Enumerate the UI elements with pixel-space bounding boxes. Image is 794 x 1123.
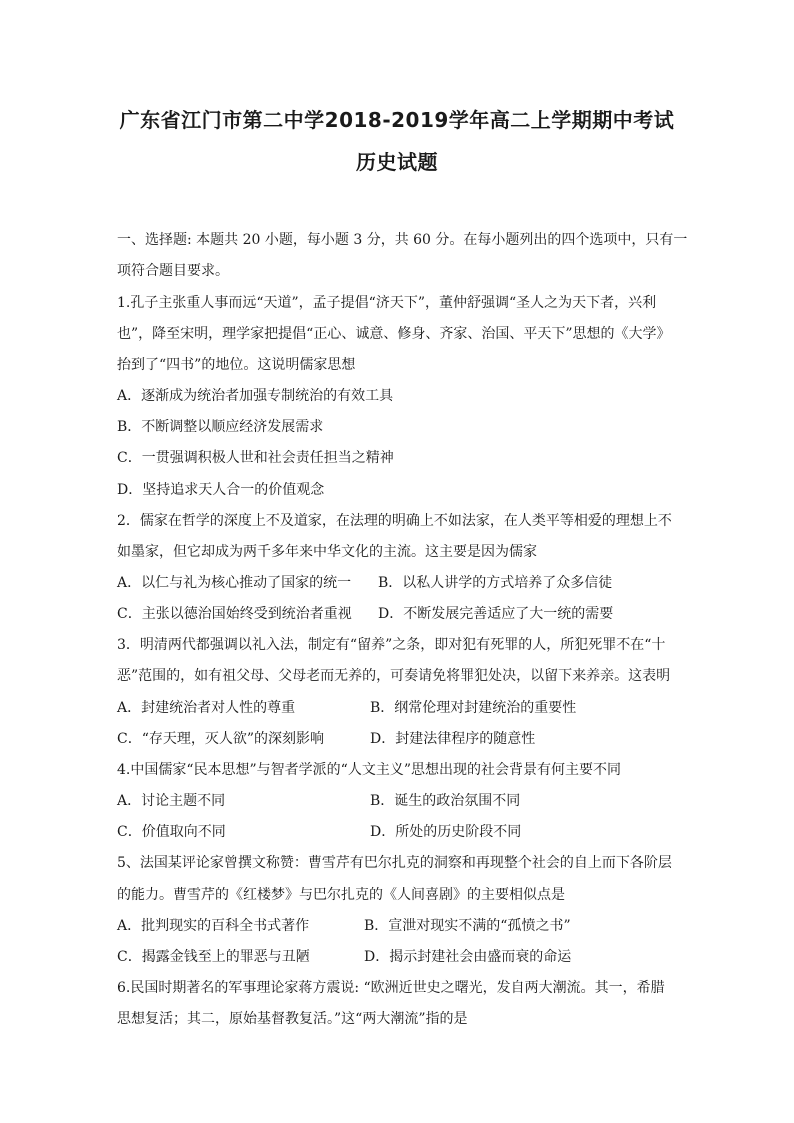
q4-option-c: C．价值取向不同 xyxy=(117,824,226,840)
q2-option-b: B．以私人讲学的方式培养了众多信徒 xyxy=(378,575,613,591)
q5-option-a: A．批判现实的百科全书式著作 xyxy=(117,918,310,934)
q6-stem-line-1: 6.民国时期著名的军事理论家蒋方震说: “欧洲近世史之曙光，发自两大潮流。其一，希腊 xyxy=(117,980,665,996)
q3-option-c: C．“存天理，灭人欲”的深刻影响 xyxy=(117,731,325,747)
q3-option-a: A．封建统治者对人性的尊重 xyxy=(117,700,296,716)
q1-stem-line-3: 抬到了“四书”的地位。这说明儒家思想 xyxy=(117,357,356,373)
q1-option-d: D．坚持追求天人合一的价值观念 xyxy=(117,482,325,498)
q4-option-d: D．所处的历史阶段不同 xyxy=(370,824,522,840)
q6-stem-line-2: 思想复活；其二，原始基督教复活。”这“两大潮流”指的是 xyxy=(117,1011,468,1027)
q4-option-a: A．讨论主题不同 xyxy=(117,793,226,809)
q4-stem-line-1: 4.中国儒家“民本思想”与智者学派的“人文主义”思想出现的社会背景有何主要不同 xyxy=(117,762,621,778)
q3-stem-line-2: 恶”范围的，如有祖父母、父母老而无养的，可奏请免将罪犯处决，以留下来养亲。这表明 xyxy=(117,668,671,684)
q2-stem-line-2: 如墨家，但它却成为两千多年来中华文化的主流。这主要是因为儒家 xyxy=(117,544,537,560)
exam-title: 广东省江门市第二中学2018-2019学年高二上学期期中考试 xyxy=(119,108,675,132)
q2-stem-line-1: 2．儒家在哲学的深度上不及道家，在法理的明确上不如法家，在人类平等相爱的理想上不 xyxy=(117,513,672,529)
section-intro-line-1: 一、选择题: 本题共 20 小题，每小题 3 分，共 60 分。在每小题列出的四个选项中，只有一 xyxy=(117,232,688,248)
q5-option-b: B．宣泄对现实不满的“孤愤之书” xyxy=(364,918,571,934)
q3-stem-line-1: 3．明清两代都强调以礼入法，制定有“留养”之条，即对犯有死罪的人，所犯死罪不在“十 xyxy=(117,637,666,653)
q2-option-a: A．以仁与礼为核心推动了国家的统一 xyxy=(117,575,352,591)
q1-option-a: A．逐渐成为统治者加强专制统治的有效工具 xyxy=(117,388,394,404)
section-intro-line-2: 项符合题目要求。 xyxy=(117,263,229,279)
q1-stem-line-1: 1.孔子主张重人事而远“天道”，孟子提倡“济天下”，董仲舒强调“圣人之为天下者，兴利 xyxy=(117,295,657,311)
q5-stem-line-2: 的能力。曹雪芹的《红楼梦》与巴尔扎克的《人间喜剧》的主要相似点是 xyxy=(117,887,565,903)
q2-option-c: C．主张以德治国始终受到统治者重视 xyxy=(117,606,352,622)
q5-option-c: C．揭露金钱至上的罪恶与丑陋 xyxy=(117,949,310,965)
q1-option-b: B．不断调整以顺应经济发展需求 xyxy=(117,419,324,435)
q4-option-b: B．诞生的政治氛围不同 xyxy=(370,793,521,809)
q1-option-c: C．一贯强调积极人世和社会责任担当之精神 xyxy=(117,450,394,466)
q1-stem-line-2: 也”，降至宋明，理学家把提倡“正心、诚意、修身、齐家、治国、平天下”思想的《大学》 xyxy=(117,326,671,342)
q3-option-d: D．封建法律程序的随意性 xyxy=(370,731,536,747)
q2-option-d: D．不断发展完善适应了大一统的需要 xyxy=(378,606,614,622)
q3-option-b: B．纲常伦理对封建统治的重要性 xyxy=(370,700,577,716)
q5-option-d: D．揭示封建社会由盛而衰的命运 xyxy=(364,949,572,965)
q5-stem-line-1: 5、法国某评论家曾撰文称赞：曹雪芹有巴尔扎克的洞察和再现整个社会的自上而下各阶层 xyxy=(117,855,672,871)
exam-subtitle: 历史试题 xyxy=(356,150,438,174)
